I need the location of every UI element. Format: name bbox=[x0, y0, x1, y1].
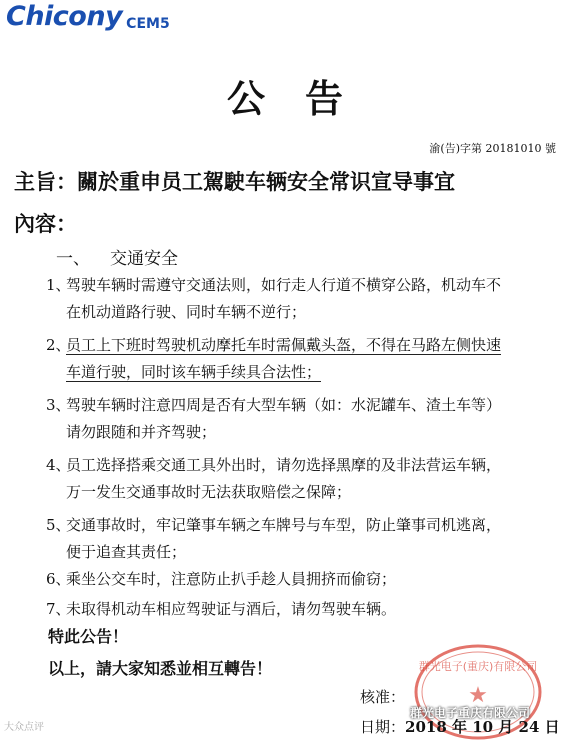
logo-main-text: Chicony bbox=[6, 1, 123, 32]
date-label: 日期： bbox=[360, 718, 406, 736]
item-number: 4、 bbox=[46, 456, 71, 474]
watermark-left: 大众点评 bbox=[4, 722, 44, 733]
item-number: 5、 bbox=[46, 516, 71, 534]
list-item bbox=[46, 452, 556, 506]
content-label: 內容： bbox=[14, 211, 77, 236]
item-number: 2、 bbox=[46, 336, 71, 354]
item-number: 3、 bbox=[46, 396, 71, 414]
page-title: 公告 bbox=[226, 76, 383, 121]
svg-text:★: ★ bbox=[468, 683, 488, 708]
list-item bbox=[46, 272, 556, 326]
subject-line: 主旨：關於重申员工駕駛车辆安全常识宣导事宜 bbox=[14, 169, 455, 194]
item-number: 1、 bbox=[46, 276, 71, 294]
section-heading bbox=[56, 244, 178, 269]
item-text-line2: 便于追查其责任； bbox=[66, 543, 187, 561]
approval-label: 核准： bbox=[360, 688, 406, 706]
list-item bbox=[46, 332, 556, 386]
item-text-line1: 驾驶车辆时注意四周是否有大型车辆（如：水泥罐车、渣土车等） bbox=[66, 396, 502, 414]
list-item bbox=[46, 512, 556, 566]
item-text-line1: 驾驶车辆时需遵守交通法则，如行走人行道不横穿公路，机动车不 bbox=[66, 276, 502, 294]
item-text-line1: 乘坐公交车时，注意防止扒手趁人員拥挤而偷窃； bbox=[66, 570, 397, 588]
company-logo bbox=[6, 2, 170, 32]
item-text-line1: 未取得机动车相应驾驶证与酒后，请勿驾驶车辆。 bbox=[66, 600, 397, 618]
list-item bbox=[46, 566, 556, 593]
section-title: 交通安全 bbox=[110, 249, 178, 269]
document-number: 渝(告)字第 20181010 號 bbox=[429, 142, 556, 155]
item-text-line2: 在机动道路行驶、同时车辆不逆行； bbox=[66, 303, 307, 321]
section-number: 一、 bbox=[56, 249, 90, 269]
item-text-line1: 员工选择搭乘交通工具外出时，请勿选择黑摩的及非法营运车辆， bbox=[66, 456, 502, 474]
logo-sub-text: CEM5 bbox=[126, 16, 170, 32]
closing-request: 以上，請大家知悉並相互轉告！ bbox=[48, 659, 273, 678]
item-text-line1: 交通事故时，牢记肇事车辆之车牌号与车型，防止肇事司机逃离， bbox=[66, 516, 502, 534]
date-value: 2018 年 10 月 24 日 bbox=[405, 718, 560, 736]
item-text-line2: 车道行驶，同时该车辆手续具合法性； bbox=[66, 363, 322, 381]
closing-notice: 特此公告！ bbox=[48, 627, 129, 646]
item-text-line1: 员工上下班时驾驶机动摩托车时需佩戴头盔，不得在马路左侧快速 bbox=[66, 336, 502, 354]
item-text-line2: 万一发生交通事故时无法获取赔偿之保障； bbox=[66, 483, 352, 501]
list-item bbox=[46, 392, 556, 446]
watermark-right: 群光电子重庆有限公司 bbox=[410, 706, 531, 720]
item-number: 6、 bbox=[46, 570, 71, 588]
item-number: 7、 bbox=[46, 600, 71, 618]
stamp-text: 群光电子(重庆)有限公司 bbox=[418, 660, 538, 673]
list-item bbox=[46, 596, 556, 623]
item-text-line2: 请勿跟随和并齐驾驶； bbox=[66, 423, 217, 441]
